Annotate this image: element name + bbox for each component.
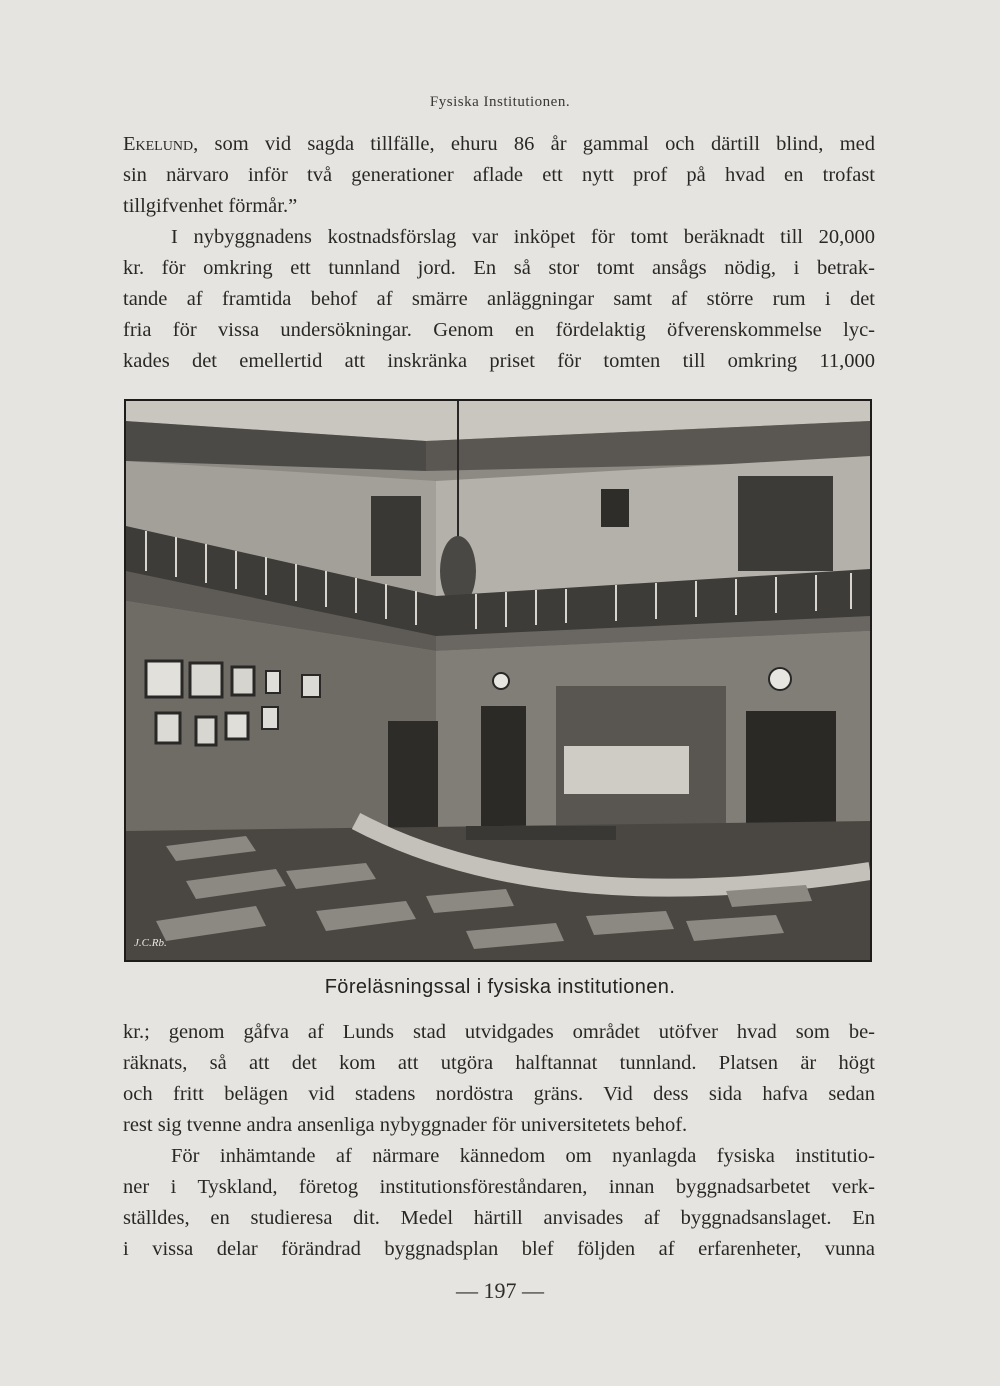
running-header: Fysiska Institutionen. xyxy=(429,94,571,110)
text-line: kr.; genom gåfva af Lunds stad utvidgades området utöfver hvad som be- xyxy=(123,1021,875,1043)
text-line: i vissa delar förändrad byggnadsplan blef följden af erfarenheter, vunna xyxy=(123,1238,875,1260)
text-line: tande af framtida behof af smärre anläggningar samt af större rum i det xyxy=(123,288,875,310)
page-number: — 197 — xyxy=(456,1278,544,1303)
text-line: och fritt belägen vid stadens nordöstra gräns. Vid dess sida hafva sedan xyxy=(123,1083,875,1105)
text-line: räknats, så att det kom att utgöra halftannat tunnland. Platsen är högt xyxy=(123,1052,875,1074)
text-line: rest sig tvenne andra ansenliga nybyggnader för universitetets behof. xyxy=(123,1114,688,1136)
lecture-hall-photograph xyxy=(124,399,872,962)
text-line: , som vid sagda tillfälle, ehuru 86 år gammal och därtill blind, med xyxy=(193,133,875,155)
name-ekelund: Ekelund xyxy=(123,133,194,155)
engraver-signature: J.C.Rb. xyxy=(134,937,167,949)
text-line: För inhämtande af närmare kännedom om nyanlagda fysiska institutio- xyxy=(171,1145,875,1167)
text-line: kr. för omkring ett tunnland jord. En så stor tomt ansågs nödig, i betrak- xyxy=(123,257,875,279)
text-line: sin närvaro inför två generationer aflade ett nytt prof på hvad en trofast xyxy=(123,164,875,186)
paragraph-studieresa xyxy=(123,1141,875,1265)
paragraph-ekelund xyxy=(123,129,875,222)
text-line: ställdes, en studieresa dit. Medel härtill anvisades af byggnadsanslaget. En xyxy=(123,1207,875,1229)
lecture-hall-illustration xyxy=(126,401,870,960)
text-line: kades det emellertid att inskränka priset för tomten till omkring 11,000 xyxy=(123,350,875,372)
paragraph-kostnadsforslag xyxy=(123,222,875,377)
text-line: fria för vissa undersökningar. Genom en fördelaktig öfverenskommelse lyc- xyxy=(123,319,875,341)
text-line: ner i Tyskland, företog institutionsföreståndaren, innan byggnadsarbetet verk- xyxy=(123,1176,875,1198)
paragraph-lunds-stad xyxy=(123,1017,875,1141)
text-line: tillgifvenhet förmår.” xyxy=(123,195,298,217)
figure-caption: Föreläsningssal i fysiska institutionen. xyxy=(324,976,676,998)
text-line: I nybyggnadens kostnadsförslag var inköpet för tomt beräknadt till 20,000 xyxy=(171,226,875,248)
